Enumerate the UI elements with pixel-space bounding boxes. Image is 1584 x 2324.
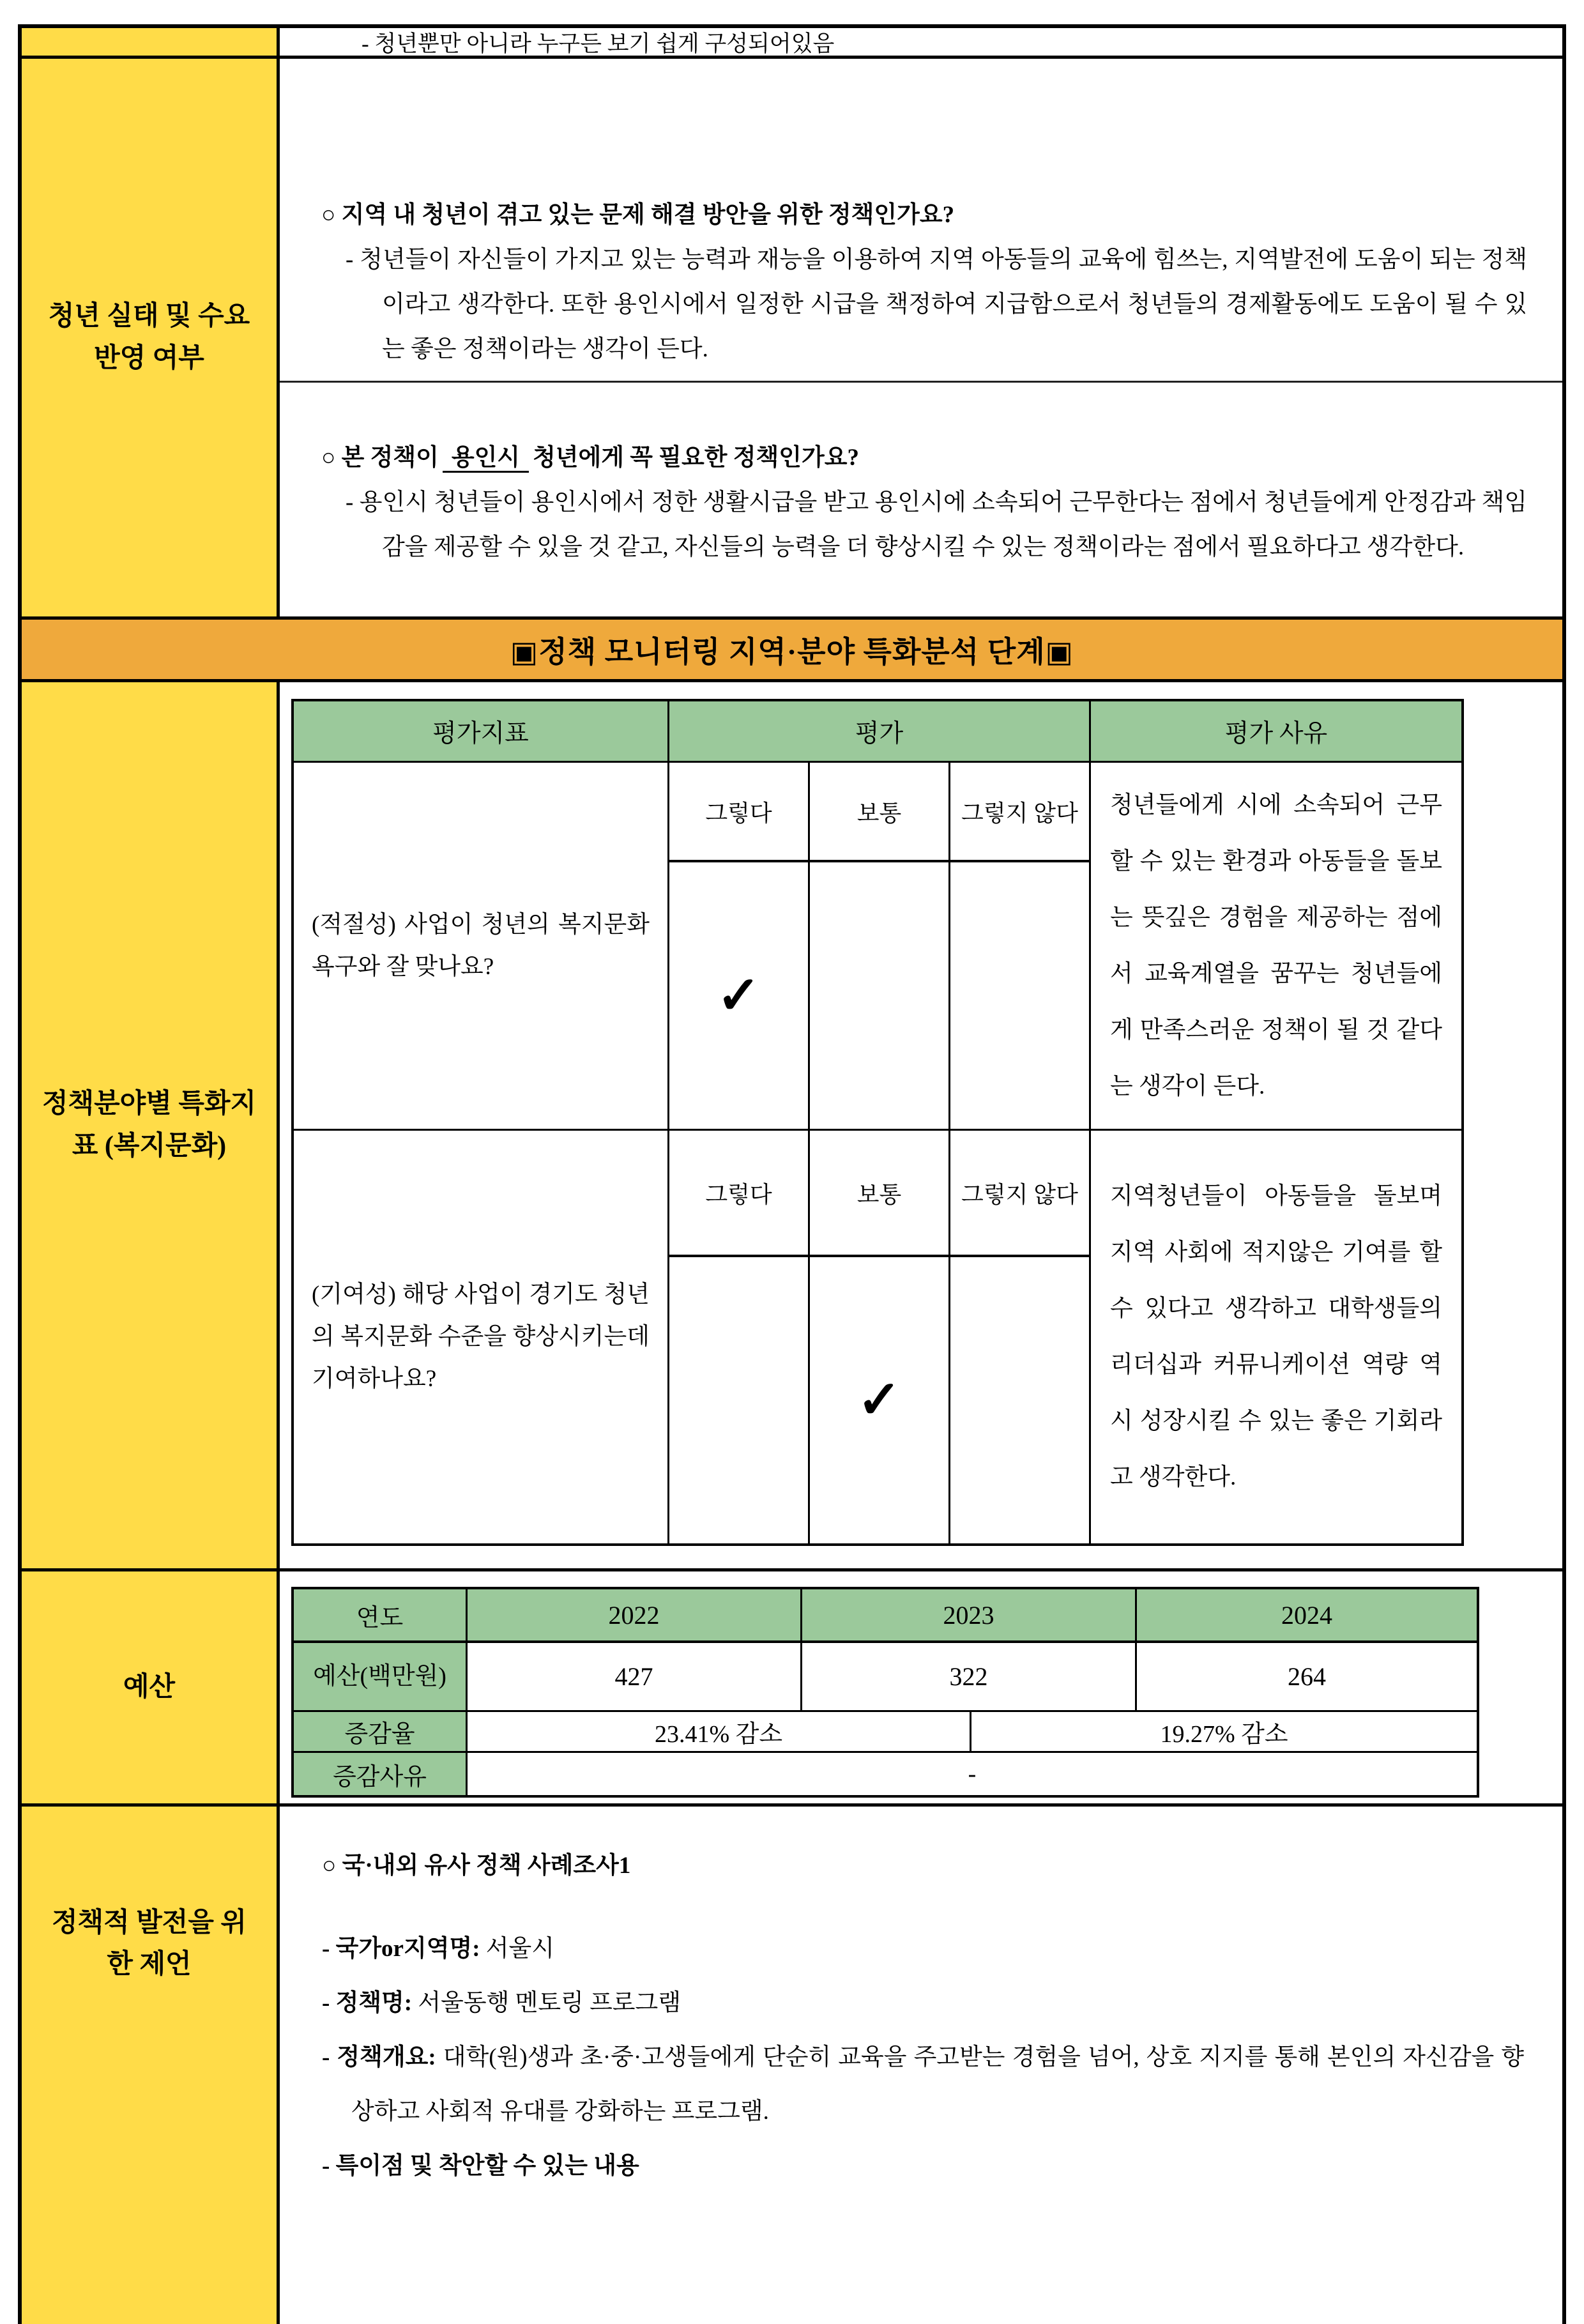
indicator-row-1-text: (적절성) 사업이 청년의 복지문화 욕구와 잘 맞나요? [312, 911, 650, 980]
check-cell-row1-neutral [810, 862, 950, 1131]
check-cell-row1-yes [669, 862, 810, 1131]
section-label-youth-demand: 청년 실태 및 수요 반영 여부 [22, 59, 280, 620]
youth-demand-content [280, 59, 1562, 620]
budget-reason-value: - [968, 1761, 977, 1787]
reason-row-2-text: 지역청년들이 아동들을 돌보며 지역 사회에 적지않은 기여를 할 수 있다고 생각하고 대학생들의 리더십과 커뮤니케이션 역량 역시 성장시킬 수 있는 좋은 기회라고 생각한다. [1110, 1183, 1442, 1490]
budget-change-2023-2024: 19.27% 감소 [970, 1712, 1477, 1751]
case-study-country-key: - 국가or지역명: [322, 1936, 480, 1962]
section-label-budget: 예산 [22, 1571, 280, 1807]
check-cell-row2-neutral [810, 1257, 950, 1543]
case-study-overview-key: - 정책개요: [322, 2044, 436, 2070]
case-study-notable [322, 2139, 1524, 2193]
reason-row-1-text: 청년들에게 시에 소속되어 근무할 수 있는 환경과 아동들을 돌보는 뜻깊은 경험을 제공하는 점에서 교육계열을 꿈꾸는 청년들에게 만족스러운 정책이 될 것 같다는 생각이 든다. [1110, 791, 1442, 1099]
indicator-row-1 [294, 763, 669, 1131]
check-icon: ✓ [857, 1371, 901, 1429]
question-2-underlined-city: 용인시 [443, 445, 529, 473]
case-study-country [322, 1922, 1524, 1976]
qa-block-2 [280, 383, 1562, 616]
section-banner-specialized-analysis: ▣정책 모니터링 지역·분야 특화분석 단계▣ [22, 620, 1562, 682]
budget-amount-2022: 427 [468, 1643, 802, 1712]
check-cell-row1-no [950, 862, 1091, 1131]
case-study-policy-name-value: 서울동행 멘토링 프로그램 [418, 1990, 682, 2016]
case-study-policy-name [322, 1976, 1524, 2030]
budget-year-header: 연도 [294, 1589, 468, 1643]
budget-reason-label: 증감사유 [294, 1753, 468, 1795]
case-study-country-value: 서울시 [485, 1936, 555, 1962]
question-2 [321, 436, 1527, 480]
scale-row2-yes: 그렇다 [669, 1131, 810, 1257]
col-header-indicator: 평가지표 [294, 701, 669, 763]
case-study-heading: ○ 국·내외 유사 정책 사례조사1 [322, 1853, 631, 1879]
budget-change-values [468, 1712, 1477, 1753]
question-2-suffix: 청년에게 꼭 필요한 정책인가요? [533, 445, 859, 471]
budget-amount-2023: 322 [802, 1643, 1137, 1712]
section-label-policy-suggestion: 정책적 발전을 위한 제언 [22, 1807, 280, 2324]
scale-row2-no: 그렇지 않다 [950, 1131, 1091, 1257]
check-cell-row2-no [950, 1257, 1091, 1543]
check-cell-row2-yes [669, 1257, 810, 1543]
carryover-note: - 청년뿐만 아니라 누구든 보기 쉽게 구성되어있음 [280, 28, 1562, 59]
answer-2: - 용인시 청년들이 용인시에서 정한 생활시급을 받고 용인시에 소속되어 근무한다는 점에서 청년들에게 안정감과 책임감을 제공할 수 있을 것 같고, 자신들의 능력을 더 향상시킬 수 있는 정책이라는 점에서 필요하다고 생각한다. [346, 489, 1527, 560]
budget-change-2022-2023: 23.41% 감소 [654, 1721, 783, 1748]
question-2-prefix: ○ 본 정책이 [321, 445, 439, 471]
case-study-overview [322, 2030, 1524, 2139]
scale-row2-neutral: 보통 [810, 1131, 950, 1257]
col-header-rating: 평가 [669, 701, 1091, 763]
scale-row1-neutral: 보통 [810, 763, 950, 862]
budget-year-2022: 2022 [468, 1589, 802, 1643]
reason-row-1 [1091, 763, 1461, 1131]
scale-row1-yes: 그렇다 [669, 763, 810, 862]
qa-blocks [280, 59, 1562, 616]
budget-amount-label: 예산(백만원) [294, 1643, 468, 1712]
col-header-reason: 평가 사유 [1091, 701, 1461, 763]
question-1: ○ 지역 내 청년이 겪고 있는 문제 해결 방안을 위한 정책인가요? [321, 202, 955, 228]
answer-1: - 청년들이 자신들이 가지고 있는 능력과 재능을 이용하여 지역 아동들의 교육에 힘쓰는, 지역발전에 도움이 되는 정책이라고 생각한다. 또한 용인시에서 일정한 시급을 책정하여 지급함으로서 청년들의 경제활동에도 도움이 될 수 있는 좋은 정책이라는 생각이 든다. [346, 247, 1527, 362]
indicator-row-2 [294, 1131, 669, 1543]
policy-monitoring-document [18, 24, 1566, 2324]
check-icon: ✓ [717, 966, 761, 1025]
budget-table [291, 1587, 1479, 1798]
reason-row-2 [1091, 1131, 1461, 1543]
budget-change-label: 증감율 [294, 1712, 468, 1753]
section-label-specialized-indicator: 정책분야별 특화지표 (복지문화) [22, 682, 280, 1571]
scale-row1-no: 그렇지 않다 [950, 763, 1091, 862]
qa-block-1 [280, 59, 1562, 383]
case-study-notable-key: - 특이점 및 착안할 수 있는 내용 [322, 2153, 639, 2179]
budget-amount-2024: 264 [1137, 1643, 1477, 1712]
case-study-block [280, 1807, 1562, 2193]
evaluation-table [291, 699, 1464, 1546]
budget-year-2023: 2023 [802, 1589, 1137, 1643]
specialized-indicator-content [280, 682, 1562, 1571]
budget-year-2024: 2024 [1137, 1589, 1477, 1643]
case-study-policy-name-key: - 정책명: [322, 1990, 413, 2016]
budget-content [280, 1571, 1562, 1807]
indicator-row-2-text: (기여성) 해당 사업이 경기도 청년의 복지문화 수준을 향상시키는데 기여하나요? [312, 1281, 650, 1392]
case-study-overview-value: 대학(원)생과 초·중·고생들에게 단순히 교육을 주고받는 경험을 넘어, 상호 지지를 통해 본인의 자신감을 향상하고 사회적 유대를 강화하는 프로그램. [351, 2044, 1525, 2125]
policy-suggestion-content [280, 1807, 1562, 2324]
carryover-label-cell [22, 28, 280, 59]
